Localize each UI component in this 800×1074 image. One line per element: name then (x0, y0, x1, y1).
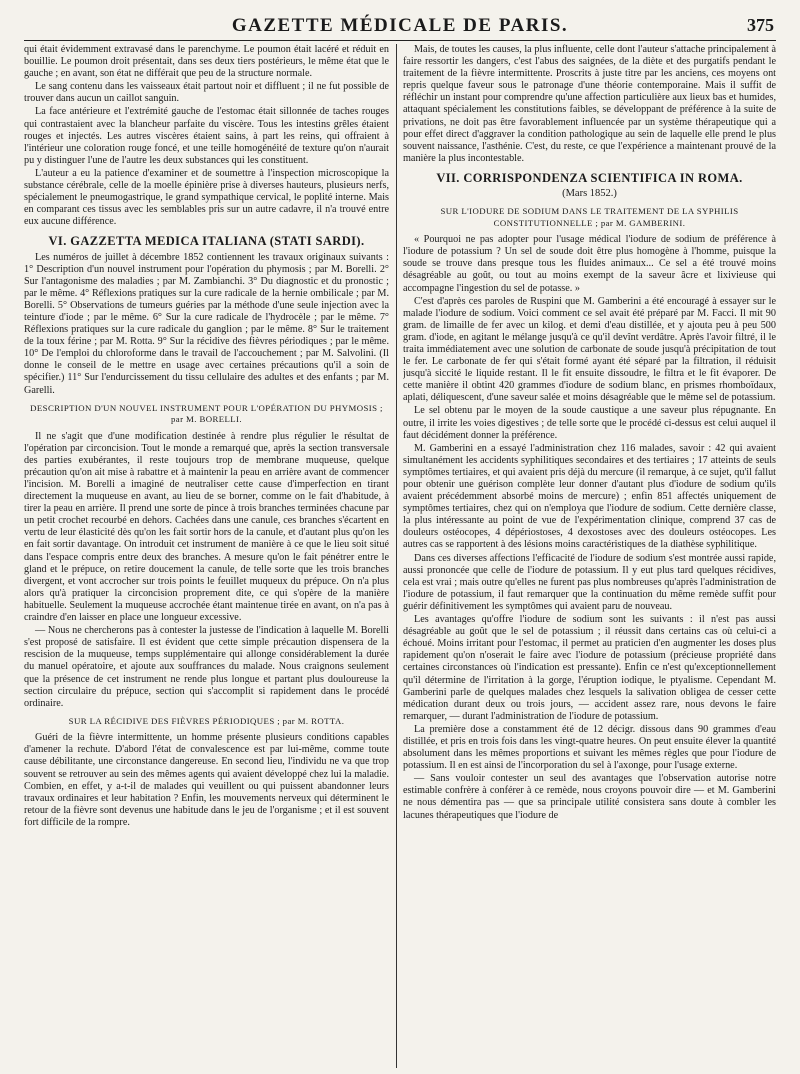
right-column (403, 44, 776, 1068)
paragraph: « Pourquoi ne pas adopter pour l'usage médical l'iodure de sodium de préférence à l'iodure de potassium ? Un sel de soude doit être plus homogène à l'homme, puisque la soude se trouve dans presque tous les fluides animaux... Ce sel a été trouvé moins désagréable au goût, ou tout au moins exempt de la saveur âcre et lixivieuse qui accompagne l'ingestion du sel de potasse. » (403, 234, 776, 294)
paragraph: qui était évidemment extravasé dans le parenchyme. Le poumon était lacéré et réduit en bouillie. Le poumon droit présentait, dans ses deux tiers postérieurs, le même état que le gauche ; en avant, son état ne différait que peu de la structure normale. (24, 44, 389, 80)
article-heading: DESCRIPTION D'UN NOUVEL INSTRUMENT POUR L'OPÉRATION DU PHYMOSIS ; par M. BORELLI. (30, 402, 383, 425)
section-heading: VII. CORRISPONDENZA SCIENTIFICA IN ROMA. (436, 170, 743, 185)
paragraph: — Sans vouloir contester un seul des avantages que l'observation autorise notre estimable confrère à conférer à ce remède, nous croyons pouvoir dire — et M. Gamberini ne nous démentira pas — que sa principale utilité consistera sans doute à combler les lacunes thérapeutiques que l'iodure de (403, 773, 776, 821)
paragraph: Le sel obtenu par le moyen de la soude caustique a une saveur plus répugnante. En outre, il irrite les voies digestives ; de telle sorte que le procédé ci-dessus est celui auquel il faut décidément donner la préférence. (403, 405, 776, 441)
paragraph: La première dose a constamment été de 12 décigr. dissous dans 90 grammes d'eau distillée, et pris en trois fois dans les vingt-quatre heures. On peut ensuite élever la quantité absolument dans les mêmes proportions et suivant les mêmes règles que pour l'iodure de potassium. Il en est ainsi de l'incorporation du sel à l'axonge, pour l'usage externe. (403, 723, 776, 772)
paragraph: La face antérieure et l'extrémité gauche de l'estomac était sillonnée de taches rouges qui contrastaient avec la blancheur parfaite du viscère. Tous les intestins grêles étaient rouges et injectés. Les autres viscères étaient sains, à part les reins, qui offraient à l'intérieur une coloration rouge foncé, et une teille homogénéité de texture qu'on n'aurait pu y distinguer l'une de l'autre les deux substances qui les constituent. (24, 106, 389, 166)
section-heading: VI. GAZZETTA MEDICA ITALIANA (STATI SARDI). (48, 234, 365, 249)
page-number: 375 (747, 15, 774, 35)
paragraph: C'est d'après ces paroles de Ruspini que M. Gamberini a été encouragé à essayer sur le malade l'iodure de sodium. Voici comment ce sel avait été préparé par M. Facci. Il mit 90 gram. de limaille de fer avec un kilog. et demi d'eau distillée, et y ajouta peu à peu 500 gram. d'iode, en agitant le mélange jusqu'à ce qu'il devînt verdâtre. Après l'avoir filtré, il le traita immédiatement avec une solution de carbonate de soude jusqu'à précipitation de tout le fer. Le carbonate de fer qui s'était formé ayant été séparé par la filtration, il réduisit jusqu'à siccité le liquide restant. Il le fit ensuite dissoudre, le filtra et le fit évaporer. De cette manière il obtint 420 grammes d'iodure de sodium blanc, en prismes rhomboïdaux, aplati, déliquescent, d'une saveur salée et moins désagréable que le même sel de potassium. (403, 295, 776, 404)
paragraph: Il ne s'agit que d'une modification destinée à rendre plus régulier le résultat de l'opération par circoncision. Tout le monde a remarqué que, après la section transversale des parties exubérantes, il reste toujours trop de membrane muqueuse, quelque précaution qu'on ait mise à rabattre et à maintenir la peau en arrière avant de commencer l'incision. M. Borelli a imaginé de neutraliser cette cause d'imperfection en tirant directement la muqueuse en avant, au lieu de se borner, comme on le fait d'habitude, à tirer la peau en arrière. Il prend une sorte de pince à trois branches terminées chacune par un petit crochet recourbé en dehors. Cachées dans une canule, ces branches s'écartent en vertu de leur élasticité dès qu'on les fait sortir hors de la canule, et d'autant plus qu'on les en fait sortir davantage. On introduit cet instrument de manière à ce que le lieu soit situé dans l'espace compris entre deux des branches. A mesure qu'on le fait pénétrer entre le gland et le prépuce, on retire doucement la canule, de telle sorte que les trois branches divergent, et vont accrocher sur trois points le feuillet muqueux du prépuce. On n'a plus alors qu'à pratiquer la circoncision proprement dite, ce qui s'opère de la manière habituelle. Seulement la muqueuse accrochée étant maintenue tirée en avant, on n'a pas à craindre d'en laisser en place une longueur excessive. (24, 430, 389, 624)
dateline: (Mars 1852.) (562, 188, 617, 200)
article-heading: SUR LA RÉCIDIVE DES FIÈVRES PÉRIODIQUES ; par M. ROTTA. (68, 715, 345, 726)
journal-title: GAZETTE MÉDICALE DE PARIS. (231, 15, 569, 36)
paragraph: Dans ces diverses affections l'efficacité de l'iodure de sodium s'est montrée aussi rapide, aussi prononcée que celle de l'iodure de potassium. Il y eut plus tard quelques récidives, cela est vrai ; mais outre qu'elles ne furent pas plus nombreuses qu'après l'administration de l'iodure de potassium, il faut remarquer que la continuation du même remède suffit pour guérir définitivement les symptômes qui avaient paru de nouveau. (403, 552, 776, 612)
paragraph: Mais, de toutes les causes, la plus influente, celle dont l'auteur s'attache principalement à faire ressortir les dangers, c'est l'abus des saignées, de la diète et des purgatifs pendant le traitement de la fièvre intermittente. Proscrits à juste titre par les anciens, ces moyens ont repris quelque faveur sous le patronage d'une théorie contemporaine. Mais il suffit de réfléchir un instant pour comprendre qu'une affection particulière aux lieux bas et humides, attaquant spécialement les constitutions faibles, se développant de préférence à la suite de privations, ne doit pas être favorablement influencée par un système thérapeutique qui a pour effet direct d'aggraver la condition pathologique au sein de laquelle elle prend le plus souvent naissance, l'asthénie. C'est, du reste, ce que l'expérience a maintenant prouvé de la manière la plus incontestable. (403, 44, 776, 164)
paragraph: Le sang contenu dans les vaisseaux était partout noir et diffluent ; il ne fut possible de trouver dans aucun un caillot sanguin. (24, 81, 389, 105)
left-column (24, 44, 389, 1068)
column-divider (396, 44, 397, 1068)
article-heading: SUR L'IODURE DE SODIUM DANS LE TRAITEMENT DE LA SYPHILIS CONSTITUTIONNELLE ; par M. GAMBERINI. (440, 206, 739, 228)
paragraph: Les numéros de juillet à décembre 1852 contiennent les travaux originaux suivants : 1° Description d'un nouvel instrument pour l'opération du phymosis ; par M. Borelli. 2° Sur l'antagonisme des maladies ; par M. Zambianchi. 3° Du diagnostic et du pronostic ; par le même. 4° Réflexions pratiques sur la cure radicale de la hernie ombilicale ; par M. Borelli. 5° Observations de tumeurs guéries par la méthode d'une seule injection avec la teinture d'iode ; par le même. 6° Sur la cure radicale de l'hydrocèle ; par le même. 7° Réflexions pratiques sur la cure radicale du ganglion ; par le même. 8° Sur le traitement de la toux férine ; par M. Rotta. 9° Sur la récidive des fièvres périodiques ; par le même. 10° De l'emploi du chloroforme dans le travail de l'accouchement ; par M. Salvolini. (Il donne le conseil de le mettre en usage avec certaines précautions qu'il a soin de spécifier.) 11° Sur l'endurcissement du tissu cellulaire des adultes et des enfants ; par M. Garelli. (24, 251, 389, 396)
paragraph: Les avantages qu'offre l'iodure de sodium sont les suivants : il n'est pas aussi désagréable au goût que le sel de potassium ; il réussit dans certains cas où celui-ci a échoué. Moins irritant pour l'estomac, il permet au praticien d'en augmenter les doses plus rapidement qu'on n'oserait le faire avec l'iodure de potassium (précieuse propriété dans certaines circonstances où l'indication est pressante). Enfin ce n'est qu'exceptionnellement qu'il détermine de l'irritation à la gorge, l'éruption iodique, le ptyalisme. Cependant M. Gamberini parle de quelques malades chez lesquels la salivation obligea de cesser cette médication durant deux ou trois jours, — accident assez rare, nous devons le faire remarquer, — durant l'administration de l'iodure de potassium. (403, 614, 776, 722)
paragraph: — Nous ne chercherons pas à contester la justesse de l'indication à laquelle M. Borelli s'est proposé de satisfaire. Il est évident que cette simple précaution dispensera de la rescision de la muqueuse, temps supplémentaire qui allonge considérablement la durée du manuel opératoire, et ajoute aux souffrances du malade. Nous craignons seulement que la présence de cet instrument ne rende plus longue et partant plus douloureuse la section circulaire du prépuce, section qui s'accomplit si rapidement dans le procédé ordinaire. (24, 625, 389, 709)
paragraph: L'auteur a eu la patience d'examiner et de soumettre à l'inspection microscopique la substance cérébrale, celle de la moelle épinière prise à diverses hauteurs, plusieurs nerfs, spécialement le pneumogastrique, le grand sympathique cervical, le poplité interne. Mais en comparant ces tissus avec les semblables pris sur un autre cadavre, il n'a trouvé entre eux aucune différence. (24, 167, 389, 228)
masthead (24, 6, 776, 41)
paragraph: M. Gamberini en a essayé l'administration chez 116 malades, savoir : 42 qui avaient simultanément les accidents syphilitiques secondaires et des tertiaires ; 17 atteints de seuls symptômes tertiaires, et qui avaient pris déjà du mercure (il remarque, à ce sujet, qu'il fallut pour obtenir une guérison complète leur donner d'autant plus d'iodure de sodium qu'ils avaient précédemment absorbé moins de mercure) ; enfin 851 affectés uniquement de symptômes tertiaires, chez qui on n'employa que l'iodure de sodium. Cette dernière classe, la plus intéressante au point de vue de l'expérimentation clinique, comprend 37 cas de douleurs ostéocopes, 4 dépériostoses, 4 dexostoses avec des douleurs ostéocopes. Les autres cas se rapportent à des lésions moins caractéristiques de la diathèse syphilitique. (403, 442, 776, 551)
paragraph: Guéri de la fièvre intermittente, un homme présente plusieurs conditions capables d'amener la rechute. D'abord l'état de convalescence est par lui-même, comme toute cause débilitante, une circonstance dangereuse. En second lieu, l'individu ne va que trop souvent se retrouver au sein des mêmes agents qui avaient développé chez lui la maladie. Combien, en effet, y a-t-il de malades qui veuillent ou qui puissent abandonner leurs travaux ordinaires et leur habitation ? Enfin, les mouvements nerveux qui déterminent le retour de la fièvre sont devenus une habitude dans le jeu de l'organisme ; et il est souvent fort difficile de la rompre. (24, 732, 389, 828)
